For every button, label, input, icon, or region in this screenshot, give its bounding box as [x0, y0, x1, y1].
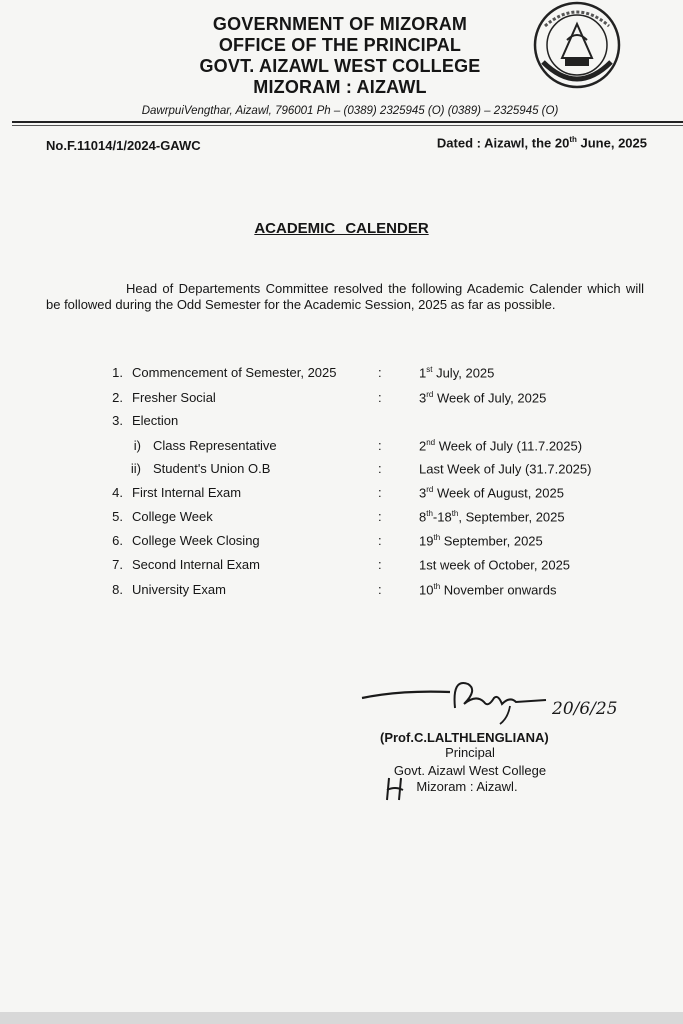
item-label: Second Internal Exam: [132, 557, 260, 572]
letterhead-line-1: GOVERNMENT OF MIZORAM: [212, 14, 468, 34]
item-number: 3.: [112, 413, 123, 428]
calendar-item: [0, 413, 683, 433]
item-colon: :: [378, 365, 382, 380]
item-number: 4.: [112, 485, 123, 500]
scan-edge: [0, 1012, 683, 1024]
signature-date: 20/6/25: [552, 699, 618, 719]
item-colon: :: [378, 557, 382, 572]
header-divider: [12, 121, 683, 123]
item-number: 7.: [112, 557, 123, 572]
item-label: Commencement of Semester, 2025: [132, 365, 337, 380]
item-number: 5.: [112, 509, 123, 524]
item-value: 3rd Week of August, 2025: [419, 485, 564, 501]
calendar-subitem: [0, 461, 683, 481]
calendar-item: [0, 509, 683, 529]
header-divider-thin: [12, 125, 683, 126]
item-number: 1.: [112, 365, 123, 380]
signatory-college: Govt. Aizawl West College: [393, 763, 547, 778]
intro-paragraph: [46, 281, 644, 313]
item-value: Last Week of July (31.7.2025): [419, 461, 592, 477]
calendar-item: [0, 557, 683, 577]
signatory-name: (Prof.C.LALTHLENGLIANA): [380, 730, 549, 745]
item-number: 6.: [112, 533, 123, 548]
intro-text: Head of Departements Committee resolved the following Academic Calender which will be followed during the Odd Semester for the Academic Session, 2025 as far as possible.: [46, 281, 644, 312]
item-colon: :: [378, 582, 382, 597]
item-label: First Internal Exam: [132, 485, 242, 500]
item-number: 2.: [112, 390, 123, 405]
item-colon: :: [378, 438, 382, 453]
item-label: College Week: [132, 509, 213, 524]
initial-mark-icon: [383, 774, 409, 804]
item-label: University Exam: [132, 582, 226, 597]
calendar-item: [0, 533, 683, 553]
date-prefix: Dated : Aizawl, the 20: [436, 135, 570, 151]
letterhead-line-3: GOVT. AIZAWL WEST COLLEGE: [199, 56, 481, 76]
document-title: [0, 220, 683, 238]
item-colon: :: [378, 485, 382, 500]
calendar-item: [0, 390, 683, 410]
item-value: 1st week of October, 2025: [419, 557, 571, 573]
item-label: Fresher Social: [132, 390, 216, 405]
calendar-subitem: [0, 438, 683, 458]
date-suffix: June, 2025: [576, 135, 647, 151]
item-colon: :: [378, 509, 382, 524]
signatory-place: Mizoram : Aizawl.: [416, 779, 518, 794]
item-number: ii): [130, 461, 141, 476]
letterhead-line-4: MIZORAM : AIZAWL: [253, 77, 427, 97]
item-number: i): [133, 438, 141, 453]
item-label: Election: [132, 413, 179, 428]
item-label: Class Representative: [153, 438, 277, 453]
item-colon: :: [378, 533, 382, 548]
item-value: 3rd Week of July, 2025: [419, 390, 547, 406]
date-suffix-sup: th: [569, 135, 577, 144]
item-value: 2nd Week of July (11.7.2025): [419, 438, 583, 454]
calendar-item: [0, 485, 683, 505]
item-number: 8.: [112, 582, 123, 597]
item-value: 10th November onwards: [419, 582, 557, 598]
item-value: 19th September, 2025: [419, 533, 543, 549]
signatory-designation: Principal: [445, 745, 495, 760]
calendar-item: [0, 365, 683, 385]
item-value: 8th-18th, September, 2025: [419, 509, 565, 525]
item-value: 1st July, 2025: [419, 365, 495, 381]
handwritten-signature: [360, 668, 630, 728]
item-colon: :: [378, 390, 382, 405]
letterhead-line-2: OFFICE OF THE PRINCIPAL: [218, 35, 462, 55]
reference-number: No.F.11014/1/2024-GAWC: [46, 138, 201, 153]
item-label: Student's Union O.B: [153, 461, 271, 476]
letterhead: [140, 14, 540, 98]
letterhead-address: DawrpuiVengthar, Aizawl, 796001 Ph – (0389) 2325945 (O) (0389) – 2325945 (O): [141, 105, 559, 117]
document-title-text: ACADEMIC CALENDER: [254, 220, 429, 237]
item-label: College Week Closing: [132, 533, 260, 548]
college-seal-logo: [515, 0, 633, 92]
item-colon: :: [378, 461, 382, 476]
calendar-item: [0, 582, 683, 602]
document-date: [437, 135, 647, 150]
